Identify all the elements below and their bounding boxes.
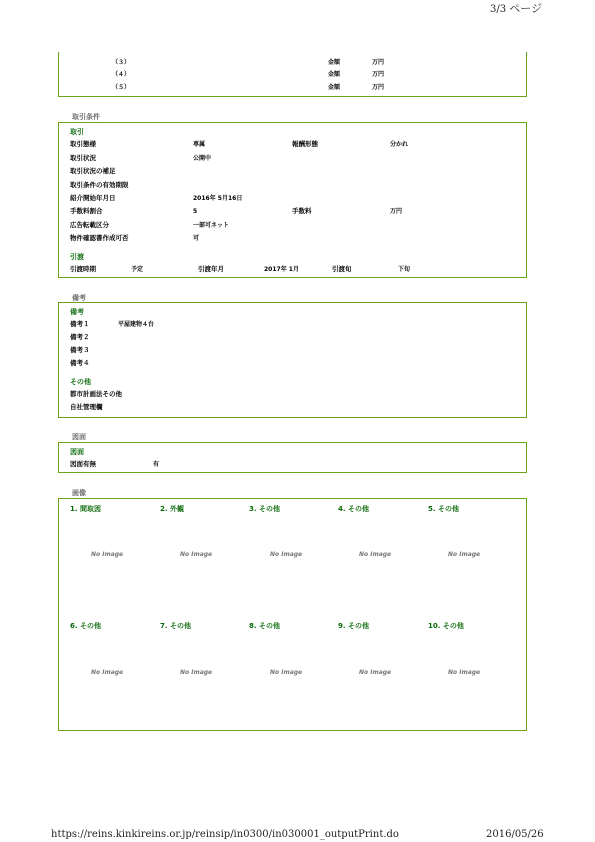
image-caption: 4. その他 bbox=[338, 505, 369, 513]
field-value: 専属 bbox=[193, 141, 206, 148]
biko-label: 備考１ bbox=[70, 320, 90, 328]
section-title-torihiki: 取引条件 bbox=[72, 113, 100, 121]
field-label: 引渡年月 bbox=[198, 265, 224, 273]
page-indicator bbox=[490, 0, 542, 16]
group-title-zumen: 図面 bbox=[70, 448, 84, 456]
biko-label: 備考４ bbox=[70, 359, 90, 367]
group-title-handover: 引渡 bbox=[70, 253, 84, 261]
image-caption: 5. その他 bbox=[428, 505, 459, 513]
no-image-placeholder: No Image bbox=[448, 551, 481, 558]
field-value: 公開中 bbox=[193, 155, 212, 162]
field-label: 取引状況 bbox=[70, 154, 96, 162]
group-title-torihiki: 取引 bbox=[70, 128, 84, 136]
image-caption: 3. その他 bbox=[249, 505, 280, 513]
field-label: 取引状況の補足 bbox=[70, 167, 116, 175]
field-label: 取引条件の有効期限 bbox=[70, 181, 129, 189]
footer-url: https://reins.kinkireins.or.jp/reinsip/in0300/in030001_outputPrint.do bbox=[51, 829, 399, 840]
section-title-gazo: 画像 bbox=[72, 489, 86, 497]
biko-label: 備考３ bbox=[70, 346, 90, 354]
image-caption: 6. その他 bbox=[70, 622, 101, 630]
group-title-biko: 備考 bbox=[70, 308, 84, 316]
field-value: 分かれ bbox=[390, 141, 409, 148]
price-row-label: （５） bbox=[112, 84, 131, 91]
page-label: ページ bbox=[509, 2, 543, 15]
field-value: 2016年 5月16日 bbox=[193, 195, 243, 202]
field-label: 手数料 bbox=[292, 207, 312, 215]
field-label: 報酬形態 bbox=[292, 140, 318, 148]
field-label: 手数料割合 bbox=[70, 207, 103, 215]
other-label: 自社管理欄 bbox=[70, 403, 103, 411]
field-value: 5 bbox=[193, 208, 198, 215]
price-amount-label: 金額 bbox=[328, 59, 341, 66]
other-label: 都市計画法その他 bbox=[70, 390, 122, 398]
field-value: 下旬 bbox=[398, 266, 411, 273]
section-title-biko: 備考 bbox=[72, 294, 86, 302]
group-title-other: その他 bbox=[70, 378, 91, 386]
biko-label: 備考２ bbox=[70, 333, 90, 341]
price-unit: 万円 bbox=[372, 59, 385, 66]
image-caption: 10. その他 bbox=[428, 622, 464, 630]
footer-date: 2016/05/26 bbox=[486, 829, 544, 840]
no-image-placeholder: No Image bbox=[359, 669, 392, 676]
no-image-placeholder: No Image bbox=[180, 551, 213, 558]
no-image-placeholder: No Image bbox=[270, 551, 303, 558]
no-image-placeholder: No Image bbox=[91, 669, 124, 676]
image-caption: 1. 間取図 bbox=[70, 505, 101, 513]
zumen-presence-value: 有 bbox=[153, 461, 160, 468]
image-caption: 9. その他 bbox=[338, 622, 369, 630]
field-label: 物件確認書作成可否 bbox=[70, 234, 129, 242]
price-row-label: （３） bbox=[112, 59, 131, 66]
price-unit: 万円 bbox=[372, 71, 385, 78]
price-unit: 万円 bbox=[372, 84, 385, 91]
price-amount-label: 金額 bbox=[328, 71, 341, 78]
image-caption: 2. 外観 bbox=[160, 505, 184, 513]
field-value: 可 bbox=[193, 235, 200, 242]
no-image-placeholder: No Image bbox=[91, 551, 124, 558]
no-image-placeholder: No Image bbox=[448, 669, 481, 676]
image-caption: 7. その他 bbox=[160, 622, 191, 630]
field-label: 引渡旬 bbox=[332, 265, 352, 273]
field-value: 2017年 1月 bbox=[264, 266, 299, 273]
price-amount-label: 金額 bbox=[328, 84, 341, 91]
zumen-box bbox=[58, 442, 527, 473]
price-row-label: （４） bbox=[112, 71, 131, 78]
biko-box bbox=[58, 302, 527, 418]
field-label: 広告転載区分 bbox=[70, 221, 109, 229]
gazo-box bbox=[58, 498, 527, 731]
field-value: 予定 bbox=[131, 266, 144, 273]
field-label: 引渡時期 bbox=[70, 265, 96, 273]
page-number: 3/3 bbox=[490, 4, 507, 15]
field-value: 一部可ネット bbox=[193, 222, 230, 229]
field-label: 取引態様 bbox=[70, 140, 96, 148]
image-caption: 8. その他 bbox=[249, 622, 280, 630]
no-image-placeholder: No Image bbox=[270, 669, 303, 676]
field-label: 紹介開始年月日 bbox=[70, 194, 116, 202]
no-image-placeholder: No Image bbox=[180, 669, 213, 676]
biko-value: 平屋建物４台 bbox=[118, 321, 155, 328]
section-title-zumen: 図面 bbox=[72, 433, 86, 441]
zumen-presence-label: 図面有無 bbox=[70, 460, 96, 468]
no-image-placeholder: No Image bbox=[359, 551, 392, 558]
field-value: 万円 bbox=[390, 208, 403, 215]
